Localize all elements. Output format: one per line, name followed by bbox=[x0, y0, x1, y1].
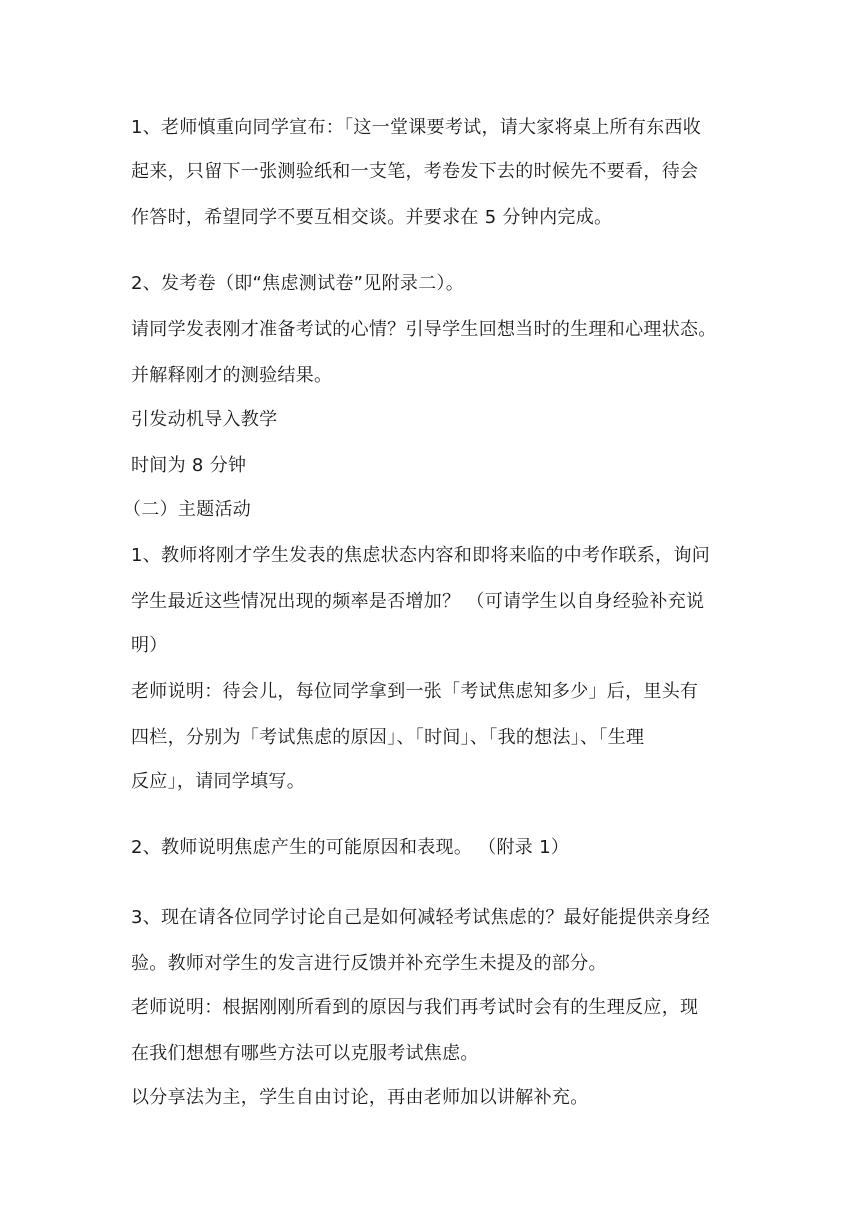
paragraph-line: 以分享法为主，学生自由讨论，再由老师加以讲解补充。 bbox=[131, 1087, 589, 1108]
paragraph-line: 四栏，分别为「考试焦虑的原因」、「时间」、「我的想法」、「生理 bbox=[131, 727, 645, 748]
paragraph-line: 在我们想想有哪些方法可以克服考试焦虑。 bbox=[131, 1043, 479, 1064]
section-heading: （二）主题活动 bbox=[123, 499, 252, 520]
paragraph-line: 明） bbox=[131, 635, 168, 656]
paragraph-line: 1、老师慎重向同学宣布：「这一堂课要考试，请大家将桌上所有东西收 bbox=[131, 117, 702, 138]
paragraph-line: 请同学发表刚才准备考试的心情？引导学生回想当时的生理和心理状态。 bbox=[131, 319, 717, 340]
paragraph-line: 并解释刚才的测验结果。 bbox=[131, 365, 333, 386]
paragraph-line: 引发动机导入教学 bbox=[131, 409, 278, 430]
paragraph-line: 老师说明：待会儿，每位同学拿到一张「考试焦虑知多少」后，里头有 bbox=[131, 681, 699, 702]
paragraph-line: 学生最近这些情况出现的频率是否增加？ （可请学生以自身经验补充说 bbox=[131, 591, 705, 612]
paragraph-line: 2、教师说明焦虑产生的可能原因和表现。 （附录 1） bbox=[131, 837, 570, 858]
paragraph-line: 2、发考卷（即“焦虑测试卷”见附录二）。 bbox=[131, 273, 465, 294]
paragraph-line: 3、现在请各位同学讨论自己是如何减轻考试焦虑的？最好能提供亲身经 bbox=[131, 907, 711, 928]
paragraph-line: 作答时，希望同学不要互相交谈。并要求在 5 分钟内完成。 bbox=[131, 207, 613, 228]
paragraph-line: 老师说明：根据刚刚所看到的原因与我们再考试时会有的生理反应，现 bbox=[131, 997, 699, 1018]
paragraph-line: 验。教师对学生的发言进行反馈并补充学生未提及的部分。 bbox=[131, 953, 607, 974]
paragraph-line: 时间为 8 分钟 bbox=[131, 455, 247, 476]
paragraph-line: 反应」，请同学填写。 bbox=[131, 771, 305, 792]
paragraph-line: 起来，只留下一张测验纸和一支笔，考卷发下去的时候先不要看，待会 bbox=[131, 161, 699, 182]
paragraph-line: 1、教师将刚才学生发表的焦虑状态内容和即将来临的中考作联系，询问 bbox=[131, 545, 711, 566]
